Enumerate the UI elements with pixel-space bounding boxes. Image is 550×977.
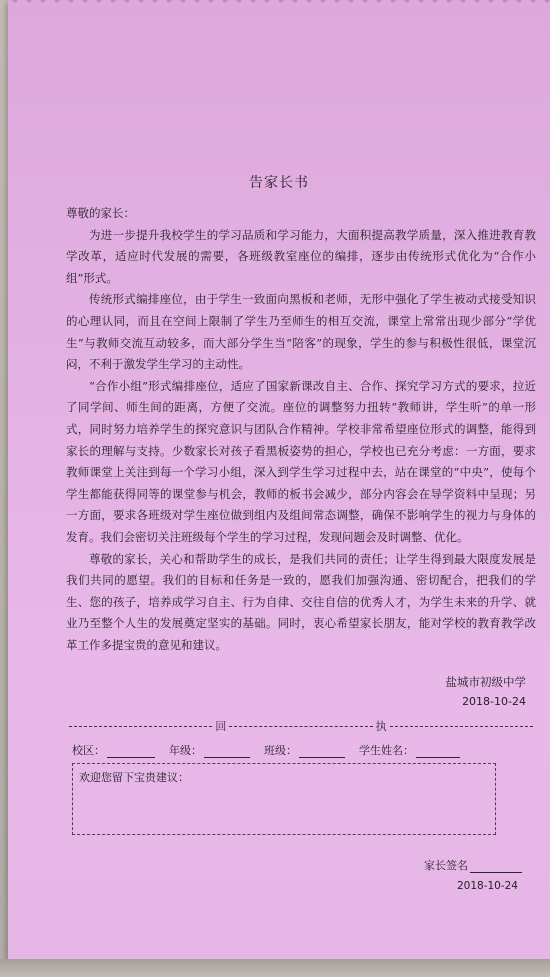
receipt-fields — [72, 742, 474, 758]
paragraph-4: 尊敬的家长，关心和帮助学生的成长，是我们共同的责任；让学生得到最大限度发展是我们共同的愿望。我们的目标和任务是一致的，愿我们加强沟通、密切配合，把我们的学生、您的孩子，培养成学习自主、行为自律、交往自信的优秀人才，为学生未来的升学、就业乃至整个人生的发展奠定坚实的基础。同时，衷心希望家长朋友，能对学校的教育教学改革工作多提宝贵的意见和建议。 — [66, 551, 536, 652]
letter-body — [66, 203, 536, 656]
campus-field[interactable] — [72, 742, 155, 758]
class-blank[interactable] — [299, 745, 345, 758]
letter-sheet — [8, 0, 550, 962]
class-label: 班级： — [264, 744, 297, 757]
perforation-edge — [8, 0, 550, 10]
campus-label: 校区： — [72, 744, 105, 757]
parent-signature-field[interactable] — [424, 857, 522, 873]
cut-label-zhi: 执 — [375, 720, 387, 733]
grade-field[interactable] — [169, 742, 250, 758]
student-name-blank[interactable] — [416, 745, 460, 758]
letter-date: 2018-10-24 — [462, 695, 526, 708]
table-surface — [0, 959, 550, 977]
grade-blank[interactable] — [204, 745, 250, 758]
school-signature: 盐城市初级中学 — [445, 675, 526, 689]
class-field[interactable] — [264, 742, 345, 758]
letter-greeting: 尊敬的家长： — [66, 206, 135, 220]
paragraph-3: “合作小组”形式编排座位，适应了国家新课改自主、合作、探究学习方式的要求，拉近了同学间、师生间的距离，方便了交流。座位的调整努力扭转“教师讲，学生听”的单一形式，同时努力培养学生的探究意识与团队合作精神。学校非常希望座位形式的调整，能得到家长的理解与支持。少数家长对孩子看黑板姿势的担心，学校也已充分考虑：一方面，要求教师课堂上关注到每一个学习小组，深入到学生学习过程中去，站在课堂的“中央”，使每个学生都能获得同等的课堂参与机会，教师的板书会减少，部分内容会在导学资料中呈现；另一方面，要求各班级对学生座位做到组内及组间常态调整，确保不影响学生的视力与身体的发育。我们会密切关注班级每个学生的学习过程，发现问题会及时调整、优化。 — [66, 378, 536, 544]
student-name-field[interactable] — [359, 742, 460, 758]
receipt-date: 2018-10-24 — [456, 880, 518, 892]
suggestion-box[interactable] — [72, 763, 496, 835]
cut-dash-middle — [229, 726, 372, 727]
paragraph-2: 传统形式编排座位，由于学生一致面向黑板和老师，无形中强化了学生被动式接受知识的心理认同，而且在空间上限制了学生乃至师生的相互交流，课堂上常常出现少部分“学优生”与教师交流互动较多，而大部分学生当“陪客”的现象，学生的参与积极性很低，课堂沉闷，不利于激发学生学习的主动性。 — [66, 292, 536, 372]
parent-signature-label: 家长签名 — [424, 859, 468, 872]
suggestion-prompt: 欢迎您留下宝贵建议： — [79, 771, 189, 784]
letter-title: 告家长书 — [249, 175, 309, 191]
grade-label: 年级： — [169, 744, 202, 757]
receipt-cut-line — [66, 718, 536, 734]
cut-dash-left — [69, 726, 212, 727]
paragraph-1: 为进一步提升我校学生的学习品质和学习能力，大面积提高教学质量，深入推进教育教学改革，适应时代发展的需要，各班级教室座位的编排，逐步由传统形式优化为“合作小组”形式。 — [66, 227, 536, 285]
cut-dash-right — [390, 726, 533, 727]
cut-label-hui: 回 — [215, 720, 227, 733]
parent-signature-blank[interactable] — [470, 860, 522, 873]
campus-blank[interactable] — [107, 745, 155, 758]
student-name-label: 学生姓名： — [359, 744, 414, 757]
